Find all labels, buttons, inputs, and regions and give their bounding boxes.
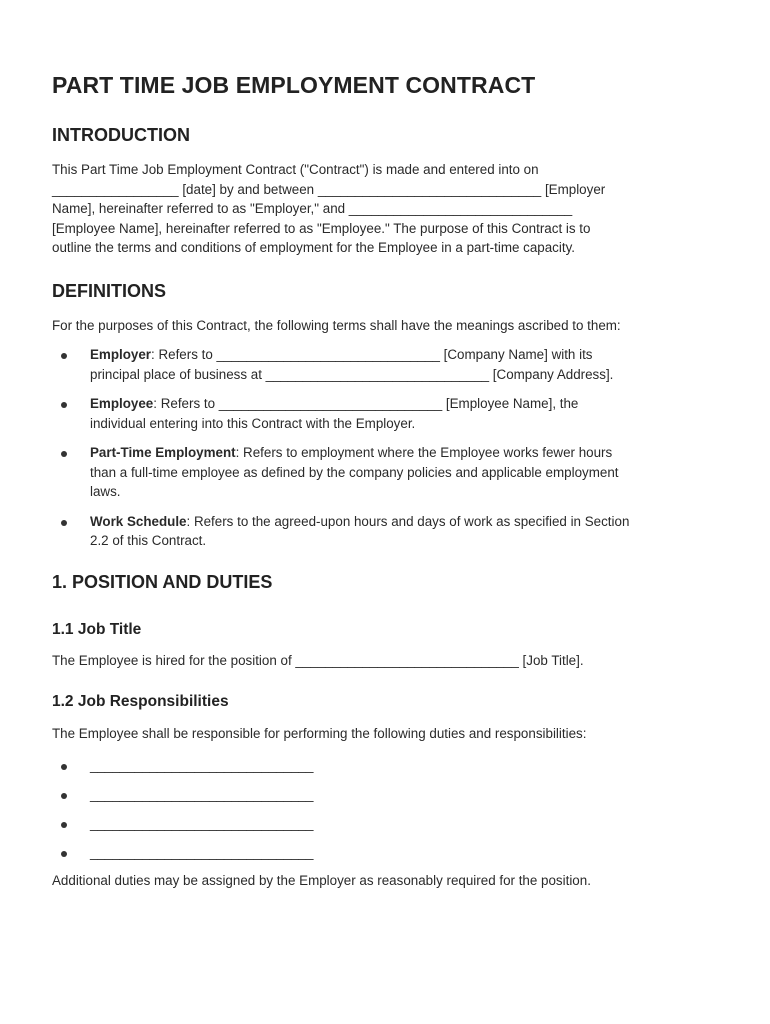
- definition-text: : Refers to ______________________________ [Company Name] with its: [151, 347, 593, 362]
- bullet-icon: [61, 851, 67, 857]
- responsibilities-list: [52, 756, 732, 863]
- definition-term: Employer: [90, 347, 152, 362]
- definition-term: Part-Time Employment: [90, 445, 236, 460]
- definition-item-employee: [52, 394, 732, 433]
- definitions-intro: For the purposes of this Contract, the following terms shall have the meanings ascribed to them:: [52, 318, 621, 333]
- responsibility-item: [52, 814, 732, 834]
- bullet-icon: [61, 402, 67, 408]
- bullet-icon: [61, 520, 67, 526]
- responsibility-item: [52, 785, 732, 805]
- definition-text: : Refers to employment where the Employee works fewer hours: [235, 445, 613, 460]
- responsibility-item: [52, 843, 732, 863]
- definition-item-part-time-employment: [52, 443, 732, 502]
- definitions-list: [52, 345, 732, 551]
- definition-item-employer: [52, 345, 732, 384]
- introduction-line: outline the terms and conditions of employment for the Employee in a part-time capacity.: [52, 240, 575, 255]
- definition-term: Employee: [90, 396, 154, 411]
- section-1-heading: 1. POSITION AND DUTIES: [52, 572, 273, 592]
- introduction-heading: INTRODUCTION: [52, 125, 190, 145]
- responsibility-item: [52, 756, 732, 776]
- bullet-icon: [61, 353, 67, 359]
- additional-duties-text: Additional duties may be assigned by the Employer as reasonably required for the position.: [52, 873, 591, 888]
- definition-item-work-schedule: [52, 512, 732, 551]
- definition-text: than a full-time employee as defined by the company policies and applicable employment: [90, 464, 619, 480]
- bullet-icon: [61, 764, 67, 770]
- job-responsibilities-intro: The Employee shall be responsible for performing the following duties and responsibilities:: [52, 726, 587, 741]
- responsibility-blank: ______________________________: [90, 845, 314, 860]
- definition-text: : Refers to the agreed-upon hours and days of work as specified in Section: [186, 513, 630, 529]
- introduction-line: Name], hereinafter referred to as "Employer," and ______________________________: [52, 201, 573, 216]
- introduction-line: _________________ [date] by and between ______________________________ [Employer: [52, 181, 606, 197]
- document-title: PART TIME JOB EMPLOYMENT CONTRACT: [52, 72, 536, 98]
- definition-text: principal place of business at ______________________________ [Company Address].: [90, 366, 614, 382]
- introduction-line: This Part Time Job Employment Contract ("Contract") is made and entered into on: [52, 162, 539, 177]
- bullet-icon: [61, 793, 67, 799]
- bullet-icon: [61, 822, 67, 828]
- introduction-line: [Employee Name], hereinafter referred to as "Employee." The purpose of this Contract is to: [52, 220, 591, 236]
- bullet-icon: [61, 451, 67, 457]
- job-title-heading: 1.1 Job Title: [52, 621, 142, 638]
- responsibility-blank: ______________________________: [90, 787, 314, 802]
- definition-text: laws.: [90, 484, 121, 499]
- job-responsibilities-heading: 1.2 Job Responsibilities: [52, 693, 229, 710]
- definition-term: Work Schedule: [90, 513, 187, 529]
- definition-text: : Refers to ______________________________ [Employee Name], the: [153, 396, 579, 411]
- definition-text: 2.2 of this Contract.: [90, 533, 207, 548]
- definition-text: individual entering into this Contract with the Employer.: [90, 415, 416, 431]
- job-title-text: The Employee is hired for the position of ______________________________ [Job Title].: [52, 653, 584, 668]
- definitions-heading: DEFINITIONS: [52, 281, 167, 301]
- responsibility-blank: ______________________________: [90, 758, 314, 773]
- introduction-paragraph: [52, 160, 732, 258]
- responsibility-blank: ______________________________: [90, 816, 314, 831]
